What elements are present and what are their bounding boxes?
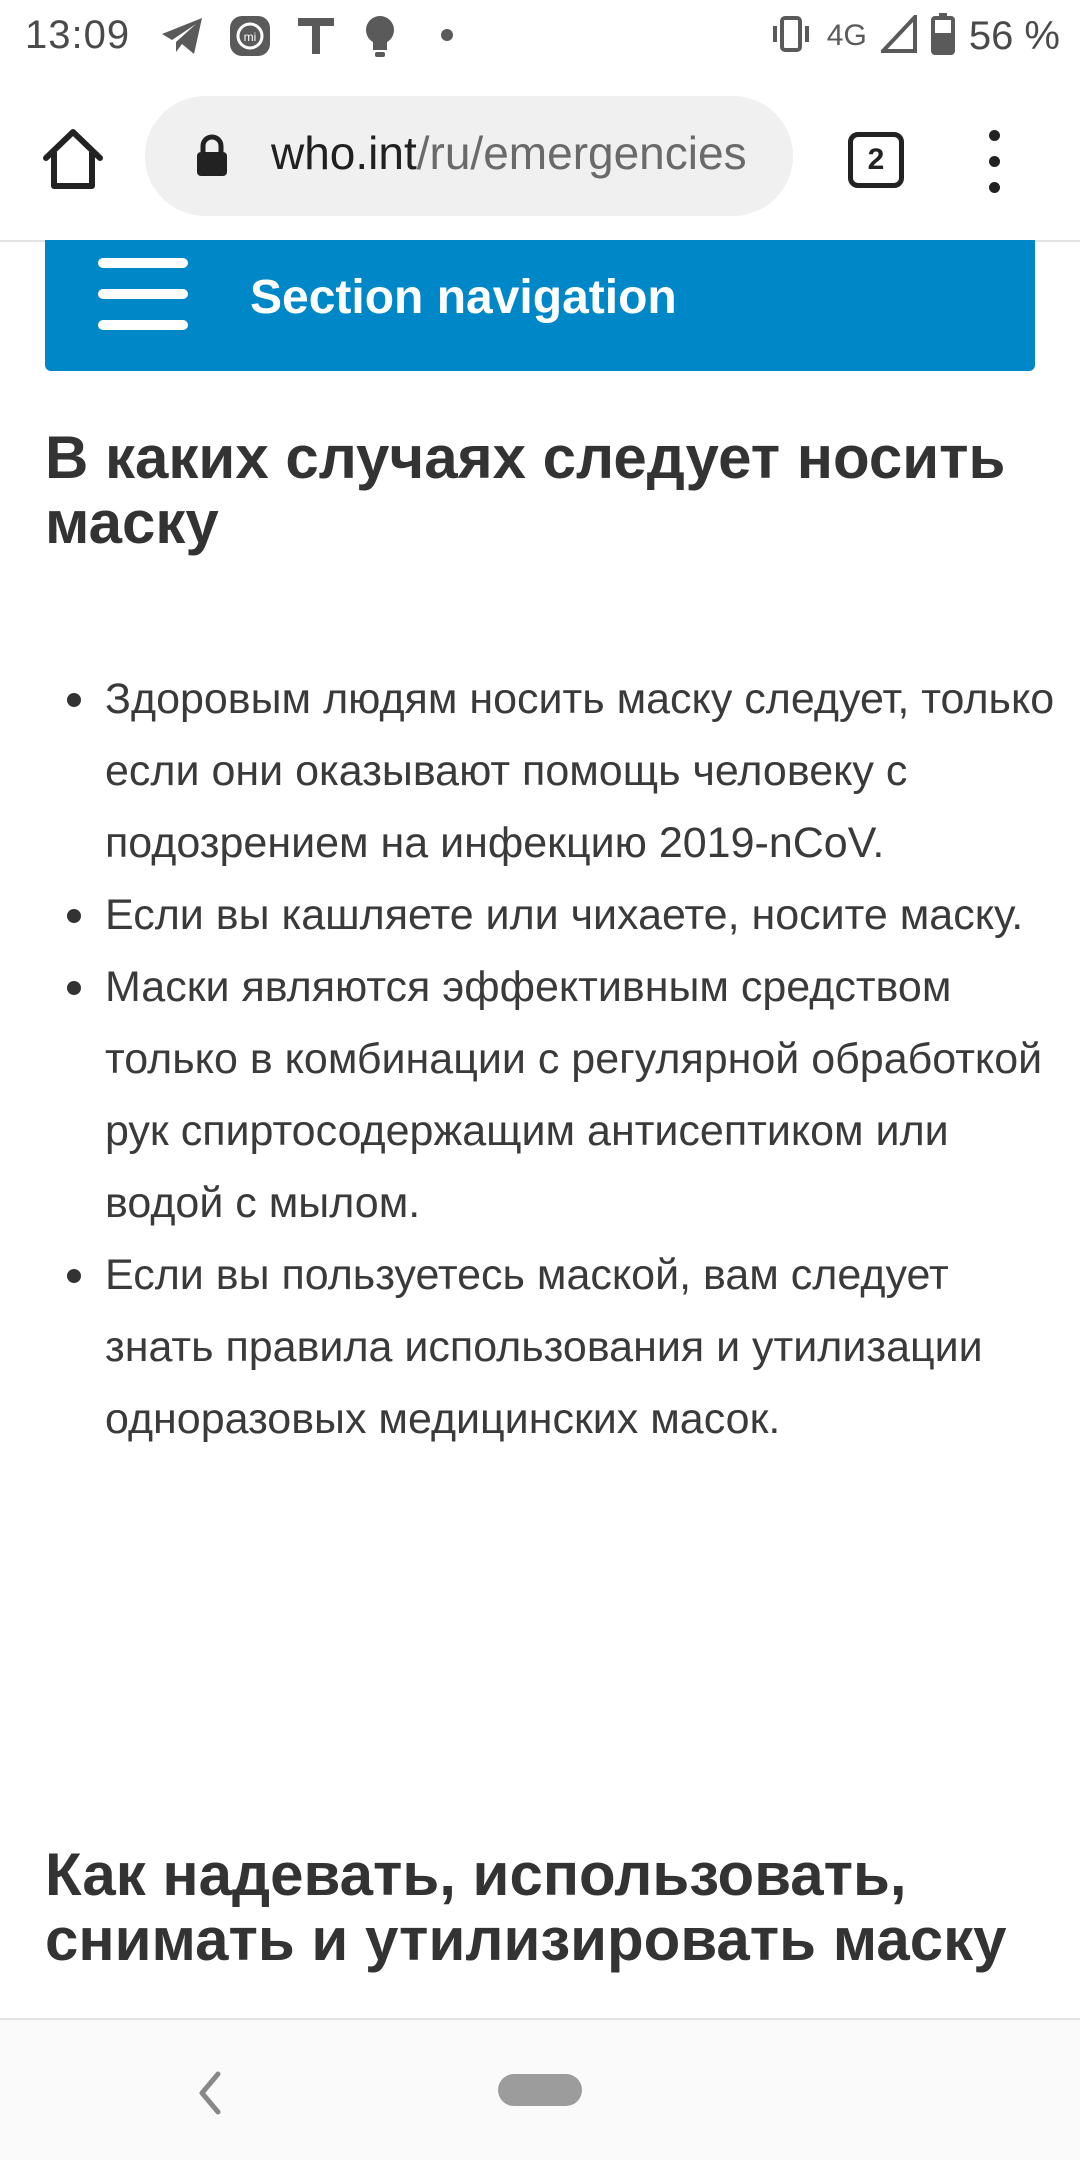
- signal-icon: [881, 15, 917, 58]
- browser-toolbar: [0, 72, 1080, 240]
- recommendation-list: [45, 663, 1055, 1455]
- system-navigation-bar: [0, 2018, 1080, 2160]
- url-path: /ru/emergencies: [416, 127, 747, 179]
- tab-count: 2: [867, 143, 885, 176]
- section-heading-2: Как надевать, использовать, снимать и утилизировать маску: [45, 1841, 1007, 1973]
- dot-icon: [440, 28, 454, 47]
- section-navigation-label: Section navigation: [250, 271, 677, 324]
- back-button[interactable]: [192, 2068, 226, 2118]
- battery-percentage: 56 %: [968, 13, 1060, 58]
- address-bar[interactable]: [145, 96, 793, 216]
- overflow-menu-icon[interactable]: [975, 130, 1015, 194]
- lock-icon: [195, 134, 229, 183]
- section-heading: В каких случаях следует носить маску: [45, 424, 1006, 556]
- lightbulb-icon: [362, 14, 398, 65]
- network-type: 4G: [826, 19, 867, 52]
- vibrate-icon: [769, 14, 813, 59]
- home-button[interactable]: [38, 124, 108, 194]
- list-item: Маски являются эффективным средством только в комбинации с регулярной обработкой рук спиртосодержащим антисептиком или водой с мылом.: [45, 951, 1055, 1239]
- hamburger-menu-icon: [98, 258, 188, 330]
- status-bar: [0, 0, 1080, 72]
- telegram-icon: [160, 14, 206, 63]
- status-time: 13:09: [25, 13, 131, 57]
- battery-icon: [931, 13, 955, 60]
- back-arrow-icon: [192, 2068, 226, 2118]
- url-text: [271, 126, 747, 180]
- tab-switcher-button[interactable]: [848, 132, 904, 188]
- home-gesture-pill[interactable]: [498, 2074, 582, 2106]
- status-right-group: [769, 12, 1060, 60]
- t-icon: [296, 14, 336, 63]
- url-host: who.int: [271, 127, 417, 179]
- home-icon: [38, 124, 108, 194]
- svg-text:mi: mi: [243, 30, 257, 44]
- list-item: Если вы кашляете или чихаете, носите маску.: [45, 879, 1055, 951]
- section-navigation-button[interactable]: [45, 240, 1035, 371]
- list-item: Если вы пользуетесь маской, вам следует знать правила использования и утилизации одноразовых медицинских масок.: [45, 1239, 1055, 1455]
- mi-icon: [228, 14, 272, 63]
- list-item: Здоровым людям носить маску следует, только если они оказывают помощь человеку с подозрением на инфекцию 2019-nCoV.: [45, 663, 1055, 879]
